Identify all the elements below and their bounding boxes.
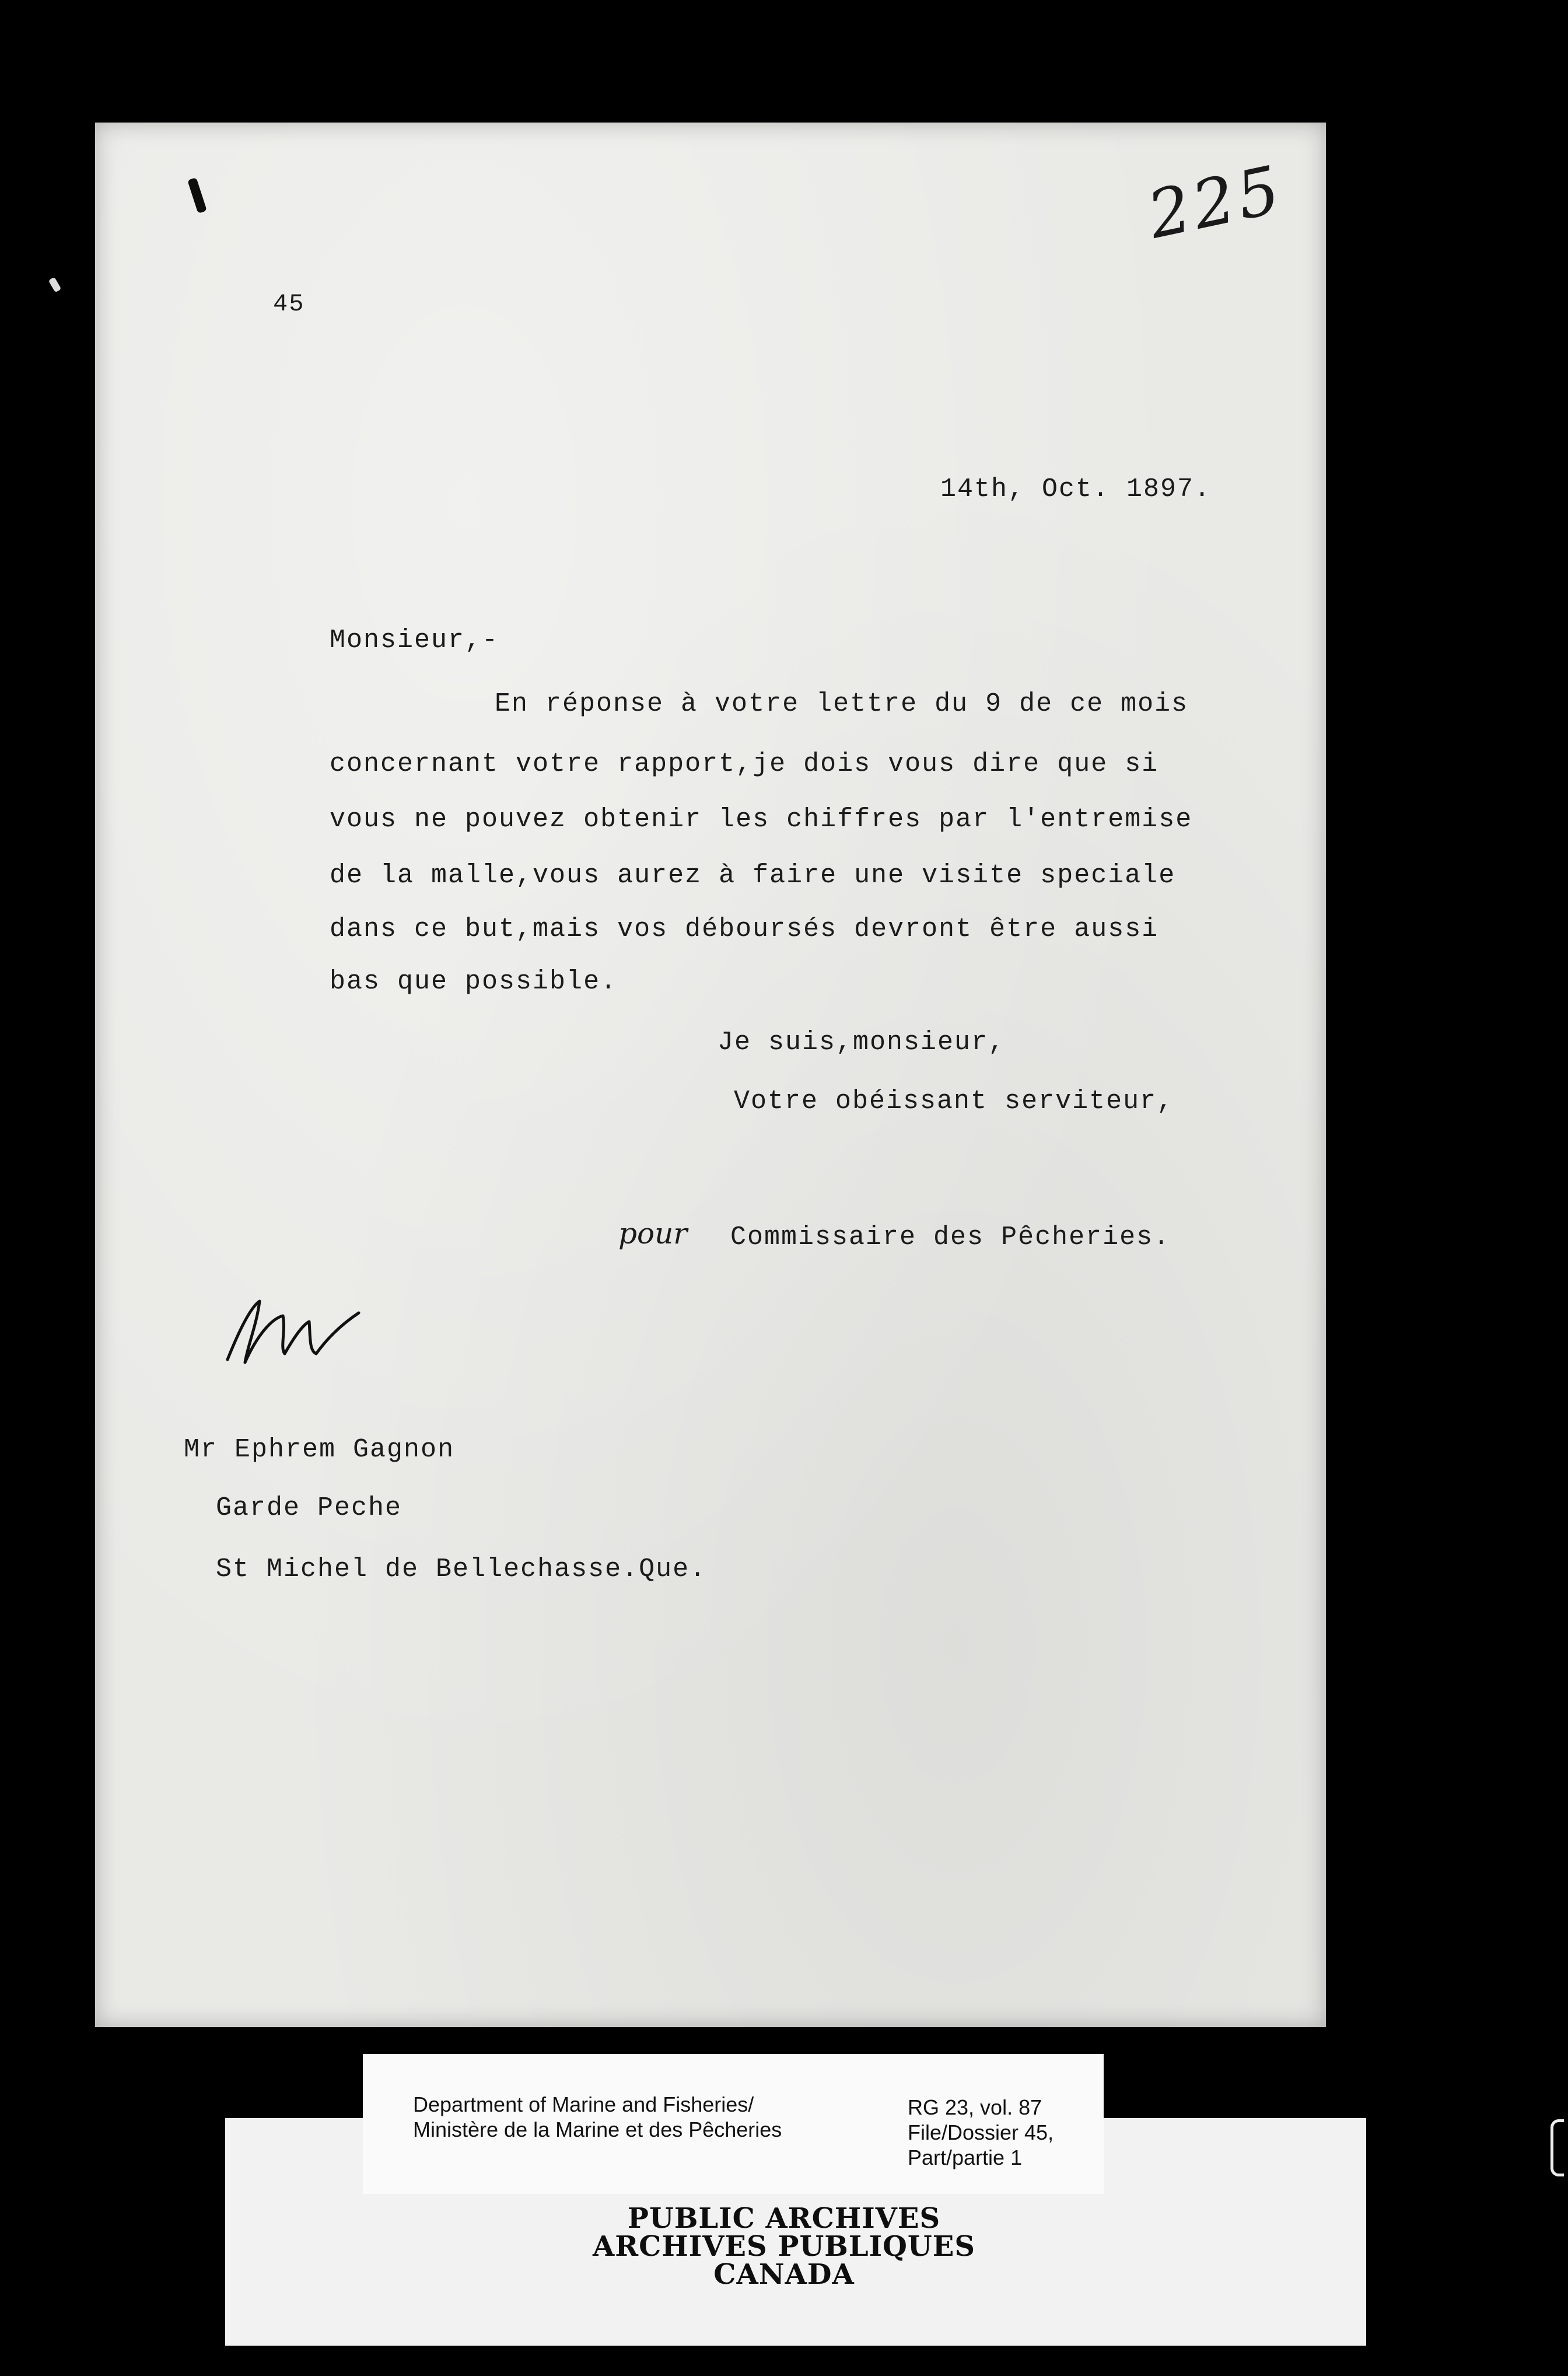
folio-number: 45 [273,290,305,318]
stamp-archives-publiques: ARCHIVES PUBLIQUES [593,2230,975,2263]
body-line-1: En réponse à votre lettre du 9 de ce mois [495,689,1189,719]
film-edge-mark [1550,2119,1564,2176]
closing-line-2: Votre obéissant serviteur, [734,1086,1174,1116]
archive-page-number: 225 [1142,151,1290,254]
address-line-2: Garde Peche [216,1493,402,1523]
department-french: Ministère de la Marine et des Pêcheries [413,2118,782,2141]
closing-line-1: Je suis,monsieur, [718,1028,1006,1057]
salutation: Monsieur,- [330,626,499,655]
part-ref: Part/partie 1 [908,2146,1023,2169]
signatory: Commissaire des Pêcheries. [730,1222,1171,1252]
body-line-4: de la malle,vous aurez à faire une visite speciale [330,861,1176,890]
handwritten-initials-icon [216,1290,391,1371]
letter-date: 14th, Oct. 1897. [940,474,1212,504]
stamp-public-archives: PUBLIC ARCHIVES [627,2202,941,2235]
body-line-6: bas que possible. [330,967,618,997]
address-line-1: Mr Ephrem Gagnon [184,1435,455,1465]
letter-sheet [95,123,1326,2027]
stamp-canada: CANADA [713,2258,855,2291]
film-speck [48,277,61,293]
address-line-3: St Michel de Bellechasse.Que. [216,1554,707,1584]
body-line-3: vous ne pouvez obtenir les chiffres par l'entremise [330,805,1193,834]
department-english: Department of Marine and Fisheries/ [413,2092,754,2116]
file-ref: File/Dossier 45, [908,2120,1054,2144]
pour-handwritten: pour [618,1217,688,1250]
body-line-2: concernant votre rapport,je dois vous dire que si [330,749,1159,779]
body-line-5: dans ce but,mais vos déboursés devront être aussi [330,914,1159,944]
record-group-ref: RG 23, vol. 87 [908,2095,1042,2119]
